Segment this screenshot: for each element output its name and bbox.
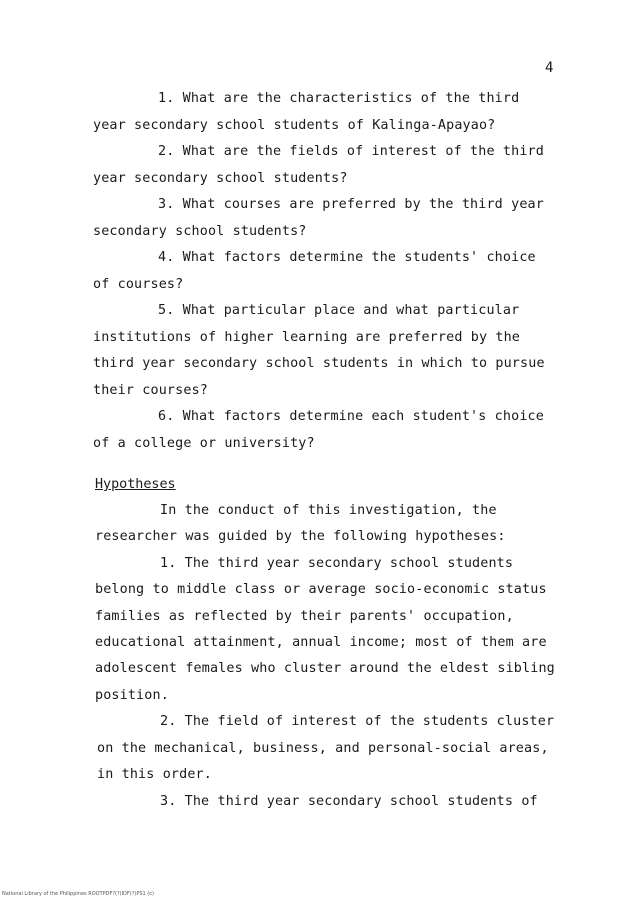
hypothesis-3-line-1: 3. The third year secondary school students of (160, 794, 538, 809)
hypothesis-1-line-1: 1. The third year secondary school students (160, 556, 514, 571)
question-1-line-1: 1. What are the characteristics of the third (158, 91, 520, 106)
footer-scan-credit: National Library of the Philippines ROOTPDF?(?)IDF(?)PS1 (c) (2, 891, 154, 897)
question-3-line-2: secondary school students? (93, 224, 307, 239)
hypotheses-heading: Hypotheses (95, 477, 176, 492)
hypothesis-1-line-3: families as reflected by their parents' occupation, (95, 609, 514, 624)
hypothesis-1-line-6: position. (95, 688, 169, 703)
question-1-line-2: year secondary school students of Kalinga-Apayao? (93, 118, 496, 133)
question-2-line-2: year secondary school students? (93, 171, 348, 186)
hypothesis-2-line-2: on the mechanical, business, and personal-social areas, (97, 741, 549, 756)
hypothesis-1-line-2: belong to middle class or average socio-economic status (95, 582, 547, 597)
question-5-line-4: their courses? (93, 383, 208, 398)
question-6-line-1: 6. What factors determine each student's choice (158, 409, 544, 424)
question-4-line-1: 4. What factors determine the students' choice (158, 250, 536, 265)
question-3-line-1: 3. What courses are preferred by the third year (158, 197, 544, 212)
question-2-line-1: 2. What are the fields of interest of the third (158, 144, 544, 159)
hypothesis-2-line-3: in this order. (97, 767, 212, 782)
hypothesis-1-line-4: educational attainment, annual income; most of them are (95, 635, 547, 650)
question-4-line-2: of courses? (93, 277, 184, 292)
question-5-line-3: third year secondary school students in which to pursue (93, 356, 545, 371)
question-5-line-2: institutions of higher learning are preferred by the (93, 330, 521, 345)
hypotheses-intro-line-2: researcher was guided by the following hypotheses: (95, 529, 506, 544)
hypothesis-2-line-1: 2. The field of interest of the students cluster (160, 714, 555, 729)
question-6-line-2: of a college or university? (93, 436, 315, 451)
page-number: 4 (545, 60, 554, 76)
question-5-line-1: 5. What particular place and what particular (158, 303, 520, 318)
hypotheses-intro-line-1: In the conduct of this investigation, the (160, 503, 497, 518)
hypothesis-1-line-5: adolescent females who cluster around the eldest sibling (95, 661, 555, 676)
